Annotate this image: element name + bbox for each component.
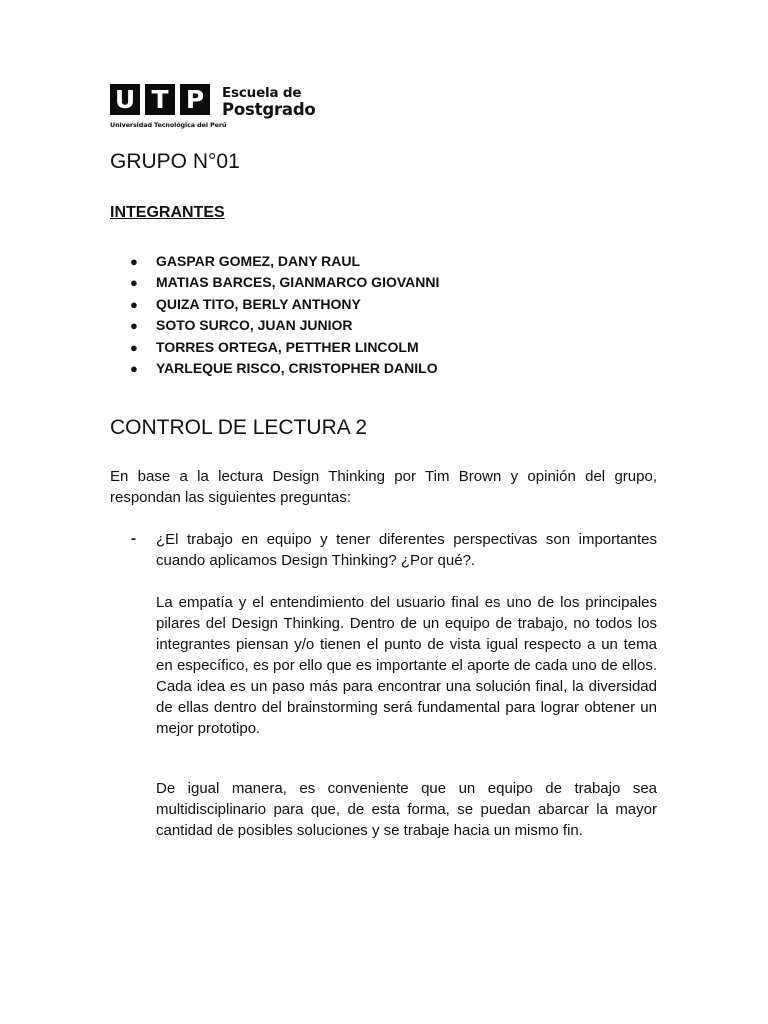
member-name: SOTO SURCO, JUAN JUNIOR [156, 317, 353, 334]
bullet-icon: ● [130, 254, 138, 269]
member-name: QUIZA TITO, BERLY ANTHONY [156, 295, 361, 312]
logo-school-name [222, 86, 316, 119]
list-item [130, 294, 439, 315]
answer-paragraph-2: De igual manera, es conveniente que un equipo de trabajo sea multidisciplinario para que, de esta forma, se puedan abarcar la mayor cantidad de posibles soluciones y se trabaje hacia un mismo fin. [156, 780, 657, 839]
bullet-icon: ● [130, 318, 138, 334]
list-item [130, 251, 439, 272]
logo-letter-p: P [180, 84, 210, 115]
members-list [130, 251, 439, 379]
bullet-icon: ● [130, 360, 138, 376]
control-title: CONTROL DE LECTURA 2 [110, 416, 368, 439]
list-item [130, 358, 439, 379]
logo-letter-u: U [110, 84, 140, 115]
group-title: GRUPO N°01 [110, 150, 240, 173]
members-heading: INTEGRANTES [110, 204, 225, 221]
logo-school-line2: Postgrado [222, 100, 316, 119]
question-marker: - [131, 530, 136, 547]
member-name: YARLEQUE RISCO, CRISTOPHER DANILO [156, 359, 438, 376]
list-item [130, 272, 439, 293]
logo-university-name: Universidad Tecnológica del Perú [110, 121, 227, 129]
bullet-icon: ● [130, 275, 138, 291]
bullet-icon: ● [130, 339, 138, 355]
member-name: TORRES ORTEGA, PETTHER LINCOLM [156, 338, 419, 355]
bullet-icon: ● [130, 296, 138, 312]
question-text: ¿El trabajo en equipo y tener diferentes perspectivas son importantes cuando aplicamos Design Thinking? ¿Por qué?. [156, 531, 657, 569]
logo-school-line1: Escuela de [222, 85, 302, 101]
answer-paragraph-1: La empatía y el entendimiento del usuario final es uno de los principales pilares del Design Thinking. Dentro de un equipo de trabajo, no todos los integrantes piensan y/o tienen el punto de vista igual respecto a un tema en específico, es por ello que es importante el aporte de cada uno de ellos. Cada idea es un paso más para encontrar una solución final, la diversidad de ellas dentro del brainstorming será fundamental para lograr obtener un mejor prototipo. [156, 594, 657, 737]
member-name: MATIAS BARCES, GIANMARCO GIOVANNI [156, 274, 440, 291]
list-item [130, 337, 439, 358]
intro-paragraph: En base a la lectura Design Thinking por Tim Brown y opinión del grupo, respondan las siguientes preguntas: [110, 468, 657, 506]
member-name: GASPAR GOMEZ, DANY RAUL [156, 253, 361, 269]
list-item [130, 315, 439, 336]
logo-letter-t: T [145, 84, 175, 115]
utp-logo [110, 84, 340, 134]
